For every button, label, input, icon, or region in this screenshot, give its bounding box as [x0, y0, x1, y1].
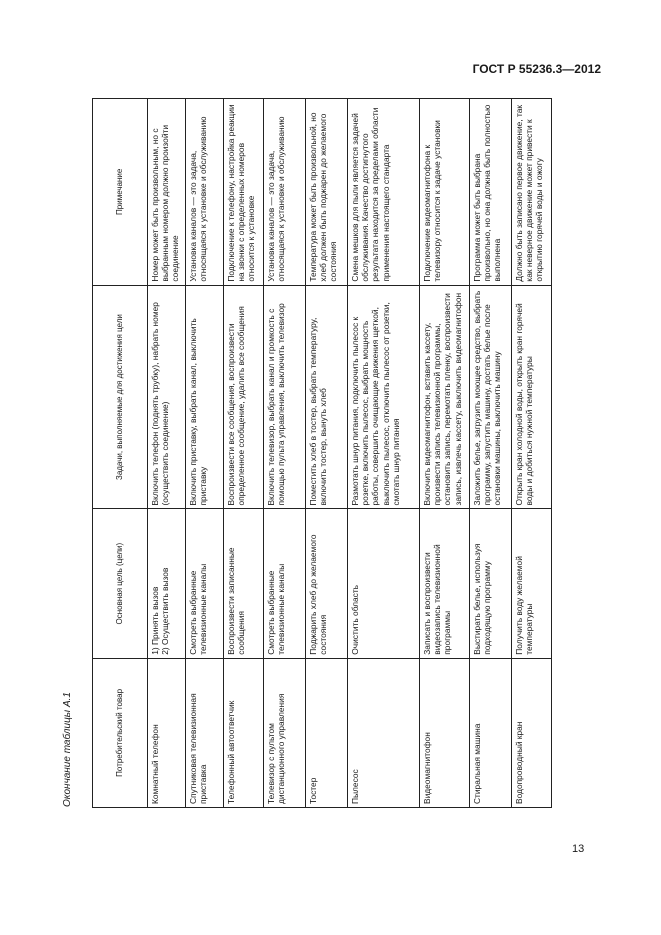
- cell-note: Установка каналов — это задача, относящаяся к установке и обслуживанию: [186, 99, 224, 286]
- cell-product: Стиральная машина: [470, 658, 512, 807]
- cell-goal: Воспроизвести записанные сообщения: [224, 509, 264, 658]
- cell-tasks: Размотать шнур питания, подключить пылесос к розетке, включить пылесос, выбрать мощность работы, совершить очищающие движения щеткой, выключить пылесос, отключить пылесос от розетки, смотать шнур питания: [348, 285, 420, 509]
- requirements-table: [92, 98, 552, 808]
- table-row: [186, 99, 224, 808]
- table-caption: Окончание таблицы А.1: [62, 692, 73, 807]
- cell-goal: Выстирать белье, используя подходящую программу: [470, 509, 512, 658]
- cell-goal: Очистить область: [348, 509, 420, 658]
- header-tasks: Задачи, выполняемые для достижения цели: [93, 285, 148, 509]
- table-row: [306, 99, 348, 808]
- cell-tasks: Включить видеомагнитофон, вставить кассету, произвести запись телевизионной программы, остановить запись, перемотать пленку, воспроизвести запись, извлечь кассету, выключить видеомагнитофон: [420, 285, 470, 509]
- cell-product: Спутниковая телевизионная приставка: [186, 658, 224, 807]
- cell-product: Комнатный телефон: [148, 658, 186, 807]
- page-number: 13: [572, 843, 585, 855]
- header-product: Потребительский товар: [93, 658, 148, 807]
- table-row: [264, 99, 306, 808]
- cell-note: Программа может быть выбрана произвольно, но она должна быть полностью выполнена: [470, 99, 512, 286]
- cell-goal: 1) Принять вызов 2) Осуществить вызов: [148, 509, 186, 658]
- cell-goal: Смотреть выбранные телевизионные каналы: [186, 509, 224, 658]
- cell-note: Подключение видеомагнитофона к телевизору относится к задаче установки: [420, 99, 470, 286]
- cell-tasks: Включить телевизор, выбрать канал и громкость с помощью пульта управления, выключить телевизор: [264, 285, 306, 509]
- cell-tasks: Включить приставку, выбрать канал, выключить приставку: [186, 285, 224, 509]
- cell-product: Пылесос: [348, 658, 420, 807]
- cell-tasks: Воспроизвести все сообщения, воспроизвести определенное сообщение, удалить все сообщения: [224, 285, 264, 509]
- cell-note: Должно быть записано первое движение, так как неверное движение может привести к открытию горячей воды и ожогу: [512, 99, 552, 286]
- cell-product: Видеомагнитофон: [420, 658, 470, 807]
- rotated-table-block: [62, 98, 545, 808]
- cell-tasks: Поместить хлеб в тостер, выбрать температуру, включить тостер, вынуть хлеб: [306, 285, 348, 509]
- table-body: [148, 99, 552, 808]
- header-goal: Основная цель (цели): [93, 509, 148, 658]
- cell-tasks: Заложить белье, загрузить моющее средство, выбрать программу, запустить машину, достать белье после остановки машины, выключить машину: [470, 285, 512, 509]
- table-row: [512, 99, 552, 808]
- cell-note: Номер может быть произвольным, но с выбранным номером должно произойти соединение: [148, 99, 186, 286]
- cell-goal: Записать и воспроизвести видеозапись телевизионной программы: [420, 509, 470, 658]
- cell-note: Установка каналов — это задача, относящаяся к установке и обслуживанию: [264, 99, 306, 286]
- table-row: [348, 99, 420, 808]
- header-note: Примечание: [93, 99, 148, 286]
- cell-product: Водопроводный кран: [512, 658, 552, 807]
- cell-product: Тостер: [306, 658, 348, 807]
- cell-goal: Поджарить хлеб до желаемого состояния: [306, 509, 348, 658]
- table-header-row: [93, 99, 148, 808]
- cell-note: Подключение к телефону, настройка реакции на звонки с определенных номеров относится к установке: [224, 99, 264, 286]
- cell-product: Телевизор с пультом дистанционного управления: [264, 658, 306, 807]
- standard-code: ГОСТ Р 55236.3—2012: [472, 62, 601, 76]
- cell-goal: Смотреть выбранные телевизионные каналы: [264, 509, 306, 658]
- table-row: [420, 99, 470, 808]
- cell-product: Телефонный автоответчик: [224, 658, 264, 807]
- cell-tasks: Открыть кран холодной воды, открыть кран горячей воды и добиться нужной температуры: [512, 285, 552, 509]
- table-row: [470, 99, 512, 808]
- cell-note: Смена мешков для пыли является задачей обслуживания. Качество достигнутого результата находится за пределами области применения настоящего стандарта: [348, 99, 420, 286]
- table-row: [224, 99, 264, 808]
- cell-goal: Получить воду желаемой температуры: [512, 509, 552, 658]
- cell-tasks: Включить телефон (поднять трубку), набрать номер (осуществить соединение): [148, 285, 186, 509]
- cell-note: Температура может быть произвольной, но хлеб должен быть поджарен до желаемого состояния: [306, 99, 348, 286]
- table-row: [148, 99, 186, 808]
